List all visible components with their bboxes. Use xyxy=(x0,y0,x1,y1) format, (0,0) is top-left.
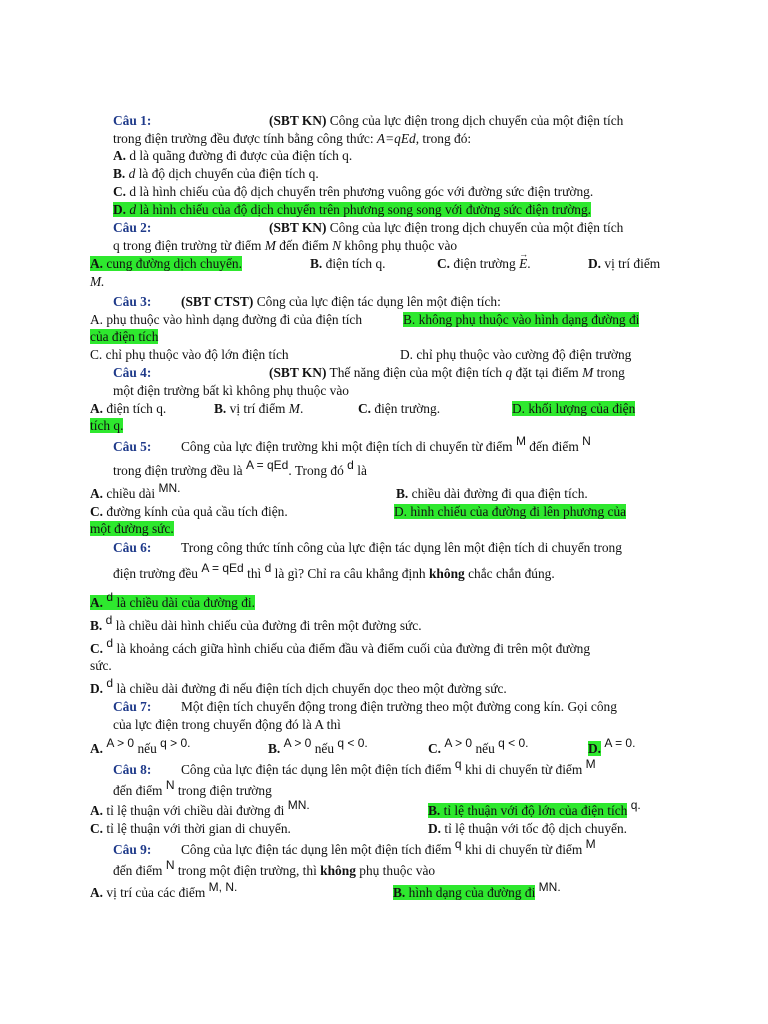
q2-b-text: điện tích q. xyxy=(325,256,386,271)
q2-option-d-cont xyxy=(90,273,105,290)
q9-stem-text2: khi di chuyển từ điểm xyxy=(464,842,583,857)
q8-c-text: tỉ lệ thuận với thời gian di chuyển. xyxy=(106,821,291,836)
q6-a-var: d xyxy=(106,590,114,604)
q2-c-var: → E xyxy=(519,255,527,272)
q4-option-d-cont xyxy=(90,417,123,434)
q5-stem-text4: . Trong đó xyxy=(288,463,344,478)
q8-stem-text1: Công của lực điện tác dụng lên một điện tích điểm xyxy=(181,762,452,777)
q6-c-var: d xyxy=(106,636,114,650)
q2-stem-text1: Công của lực điện trong dịch chuyển của một điện tích xyxy=(329,220,624,235)
q1-option-a xyxy=(113,147,352,164)
q5-stem-line1 xyxy=(181,434,591,456)
q3-option-c xyxy=(90,346,289,363)
q1-stem-line1 xyxy=(113,112,151,129)
q2-stem-line1 xyxy=(269,219,623,236)
q4-c-text: điện trường. xyxy=(374,401,441,416)
q9-option-b xyxy=(393,880,561,902)
q2-option-b xyxy=(310,255,386,272)
q7-c-label: C. xyxy=(428,741,442,756)
q5-b-text: chiều dài đường đi qua điện tích. xyxy=(411,486,588,501)
q5-a-label: A. xyxy=(90,486,104,501)
q9-b-var: MN. xyxy=(538,880,561,894)
q6-d-label: D. xyxy=(90,681,104,696)
q1-b-var: d xyxy=(128,166,136,181)
q5-var-n: N xyxy=(582,434,591,448)
q1-d-var: d xyxy=(129,202,137,217)
q7-b-mid: nếu xyxy=(314,741,335,756)
q5-option-d-cont xyxy=(90,520,174,537)
q2-number: Câu 2: xyxy=(113,220,152,235)
q9-header xyxy=(113,841,151,858)
q6-stem-text4: là gì? Chỉ ra câu khẳng định xyxy=(274,566,426,581)
q1-formula: A=qEd xyxy=(376,131,416,146)
q8-d-text: tỉ lệ thuận với tốc độ dịch chuyển. xyxy=(444,821,627,836)
q4-b-var: M xyxy=(288,401,300,416)
q7-a-cond1: A > 0 xyxy=(106,736,135,750)
q2-d-end: M. xyxy=(90,274,105,289)
q9-stem-text5: phụ thuộc vào xyxy=(359,863,436,878)
q6-stem-bold: không xyxy=(428,566,465,581)
q4-option-d xyxy=(512,400,635,417)
q4-header xyxy=(113,364,151,381)
q6-c-text2: sức. xyxy=(90,658,112,673)
q5-stem-line2 xyxy=(113,458,367,480)
q1-c-text: d là hình chiếu của độ dịch chuyển trên phương vuông góc với đường sức điện trường. xyxy=(129,184,594,199)
q7-stem-text1: Một điện tích chuyển động trong điện trường theo một đường cong kín. Gọi công xyxy=(181,699,617,714)
q8-stem-line1 xyxy=(181,757,596,779)
q6-d-text: là chiều dài đường đi nếu điện tích dịch chuyển dọc theo một đường sức. xyxy=(116,681,507,696)
q6-stem-text1: Trong công thức tính công của lực điện tác dụng lên một điện tích di chuyển trong xyxy=(181,540,622,555)
q3-b-text1: B. không phụ thuộc vào hình dạng đường đi xyxy=(403,312,640,327)
q8-stem-text4: trong điện trường xyxy=(177,783,272,798)
q4-stem-text2: đặt tại điểm xyxy=(515,365,579,380)
q1-stem-line1b xyxy=(269,112,623,129)
q9-var-m: M xyxy=(585,837,596,851)
q7-a-cond2: q > 0. xyxy=(160,736,191,750)
q9-a-var: M, N. xyxy=(208,880,238,894)
q9-stem-text4: trong một điện trường, thì xyxy=(177,863,317,878)
q6-stem-line2 xyxy=(113,561,555,583)
q2-c-end: . xyxy=(527,256,531,271)
q8-number: Câu 8: xyxy=(113,762,152,777)
q9-var-q: q xyxy=(454,837,462,851)
q2-option-a xyxy=(90,255,242,272)
q4-var-q: q xyxy=(505,365,513,380)
q5-number: Câu 5: xyxy=(113,439,152,454)
q4-c-label: C. xyxy=(358,401,372,416)
q9-var-n: N xyxy=(165,858,175,872)
q2-a-label: A. xyxy=(90,256,104,271)
q5-c-label: C. xyxy=(90,504,104,519)
q1-d-text: là hình chiếu của độ dịch chuyển trên phương song song với đường sức điện trường. xyxy=(139,202,592,217)
q9-a-label: A. xyxy=(90,885,104,900)
q8-stem-text2: khi di chuyển từ điểm xyxy=(464,762,583,777)
q6-option-c xyxy=(90,636,591,658)
q8-option-c xyxy=(90,820,291,837)
q3-stem-text-line xyxy=(181,293,501,310)
q4-stem-text1: Thế năng điện của một điện tích xyxy=(329,365,503,380)
q6-stem-line1 xyxy=(181,539,622,556)
q3-c-text: C. chỉ phụ thuộc vào độ lớn điện tích xyxy=(90,347,289,362)
q7-header xyxy=(113,698,151,715)
q5-d-text2: một đường sức. xyxy=(90,521,174,536)
q2-stem-line2 xyxy=(113,237,457,254)
q9-stem-line2 xyxy=(113,858,436,880)
q7-b-label: B. xyxy=(268,741,281,756)
q7-d-label: D. xyxy=(588,741,602,756)
q5-a-text: chiều dài xyxy=(106,486,156,501)
q9-stem-text1: Công của lực điện tác dụng lên một điện tích điểm xyxy=(181,842,452,857)
q3-option-d xyxy=(400,346,631,363)
q4-b-end: . xyxy=(299,401,304,416)
q6-header xyxy=(113,539,151,556)
q6-option-d xyxy=(90,676,507,698)
q2-header xyxy=(113,219,151,236)
q2-stem-text4: không phụ thuộc vào xyxy=(344,238,458,253)
q1-option-c xyxy=(113,183,593,200)
q4-a-text: điện tích q. xyxy=(106,401,167,416)
q8-option-b xyxy=(428,798,641,820)
q4-option-c xyxy=(358,400,440,417)
q6-b-label: B. xyxy=(90,618,103,633)
q2-d-label: D. xyxy=(588,256,602,271)
q7-b-cond2: q < 0. xyxy=(337,736,368,750)
q8-var-q: q xyxy=(454,757,462,771)
q3-d-text: D. chỉ phụ thuộc vào cường độ điện trường xyxy=(400,347,632,362)
q6-a-label: A. xyxy=(90,595,104,610)
q4-option-a xyxy=(90,400,166,417)
q5-var-d: d xyxy=(347,458,354,472)
q1-b-text: là độ dịch chuyển của điện tích q. xyxy=(138,166,319,181)
q9-a-text: vị trí của các điểm xyxy=(106,885,206,900)
q5-a-var: MN. xyxy=(158,481,181,495)
q2-a-text: cung đường dịch chuyển. xyxy=(106,256,242,271)
q6-option-b xyxy=(90,613,422,635)
q8-d-label: D. xyxy=(428,821,442,836)
q8-a-text: tỉ lệ thuận với chiều dài đường đi xyxy=(106,803,285,818)
q4-d-text1: D. khối lượng của điện xyxy=(512,401,636,416)
q7-option-c xyxy=(428,736,529,758)
q3-b-text2: của điện tích xyxy=(90,329,159,344)
q7-stem-line2 xyxy=(113,716,341,733)
q4-b-label: B. xyxy=(214,401,227,416)
q1-option-d xyxy=(113,201,591,218)
q6-stem-text2: điện trường đều xyxy=(113,566,198,581)
q7-option-d xyxy=(588,736,636,758)
q3-a-text: A. phụ thuộc vào hình dạng đường đi của điện tích xyxy=(90,312,363,327)
q4-source: (SBT KN) xyxy=(269,365,327,380)
q4-d-text2: tích q. xyxy=(90,418,124,433)
q2-var-n: N xyxy=(332,238,342,253)
q7-number: Câu 7: xyxy=(113,699,152,714)
q8-a-label: A. xyxy=(90,803,104,818)
q9-b-text: hình dạng của đường đi xyxy=(408,885,536,900)
q6-formula: A = qEd xyxy=(201,561,244,575)
q1-d-label: D. xyxy=(113,202,127,217)
q5-b-label: B. xyxy=(396,486,409,501)
q9-stem-bold: không xyxy=(320,863,356,878)
q7-c-cond2: q < 0. xyxy=(498,736,529,750)
q3-option-b-cont xyxy=(90,328,158,345)
q2-c-label: C. xyxy=(437,256,451,271)
q5-option-c xyxy=(90,503,288,520)
q8-header xyxy=(113,761,151,778)
q8-b-text: tỉ lệ thuận với độ lớn của điện tích xyxy=(443,803,628,818)
q3-stem xyxy=(113,293,151,310)
q7-a-mid: nếu xyxy=(137,741,157,756)
q7-stem-text2: của lực điện trong chuyển động đó là A thì xyxy=(113,717,341,732)
q7-b-cond1: A > 0 xyxy=(283,736,312,750)
q4-a-label: A. xyxy=(90,401,104,416)
q6-option-c-cont xyxy=(90,657,112,674)
q6-number: Câu 6: xyxy=(113,540,152,555)
q2-d-text: vị trí điểm xyxy=(604,256,661,271)
q4-stem-text4: một điện trường bất kì không phụ thuộc vào xyxy=(113,383,349,398)
q5-stem-text5: là xyxy=(357,463,367,478)
q8-b-label: B. xyxy=(428,803,441,818)
q1-stem-line2 xyxy=(113,130,471,147)
q5-header xyxy=(113,438,151,455)
q9-number: Câu 9: xyxy=(113,842,152,857)
q5-stem-text3: trong điện trường đều là xyxy=(113,463,243,478)
q1-number: Câu 1: xyxy=(113,113,152,128)
q7-c-cond1: A > 0 xyxy=(444,736,473,750)
q4-b-text: vị trí điểm xyxy=(229,401,286,416)
q8-c-label: C. xyxy=(90,821,104,836)
q6-d-var: d xyxy=(106,676,114,690)
q6-option-a xyxy=(90,590,255,612)
q7-d-cond: A = 0. xyxy=(604,736,636,750)
q5-option-a xyxy=(90,481,181,503)
q4-var-m: M xyxy=(582,365,594,380)
q5-stem-text2: đến điểm xyxy=(529,439,579,454)
q2-var-m: M xyxy=(264,238,276,253)
q6-b-var: d xyxy=(105,613,113,627)
q5-option-d xyxy=(394,503,626,520)
q2-b-label: B. xyxy=(310,256,323,271)
q5-c-text: đường kính của quả cầu tích điện. xyxy=(106,504,288,519)
q4-stem-text3: trong xyxy=(596,365,625,380)
q3-option-b xyxy=(403,311,639,328)
q7-a-label: A. xyxy=(90,741,104,756)
q4-stem-line2 xyxy=(113,382,349,399)
q6-var-d: d xyxy=(264,561,272,575)
q4-number: Câu 4: xyxy=(113,365,152,380)
q3-option-a xyxy=(90,311,362,328)
q8-var-m: M xyxy=(585,757,596,771)
q3-stem-text: Công của lực điện tác dụng lên một điện tích: xyxy=(256,294,501,309)
q8-option-d xyxy=(428,820,627,837)
q6-b-text: là chiều dài hình chiếu của đường đi trên một đường sức. xyxy=(115,618,422,633)
q1-source: (SBT KN) xyxy=(269,113,327,128)
q9-b-label: B. xyxy=(393,885,406,900)
q9-option-a xyxy=(90,880,238,902)
q8-var-n: N xyxy=(165,778,175,792)
q1-a-label: A. xyxy=(113,148,127,163)
q1-stem-text1: Công của lực điện trong dịch chuyển của một điện tích xyxy=(329,113,624,128)
q5-d-text1: D. hình chiếu của đường đi lên phương của xyxy=(394,504,627,519)
q1-c-label: C. xyxy=(113,184,127,199)
q6-stem-text5: chắc chắn đúng. xyxy=(468,566,555,581)
q7-c-mid: nếu xyxy=(475,741,495,756)
q6-c-text1: là khoảng cách giữa hình chiếu của điểm đầu và điểm cuối của đường đi trên một đường xyxy=(116,641,591,656)
q1-stem-text2: trong điện trường đều được tính bằng công thức: xyxy=(113,131,374,146)
q3-number: Câu 3: xyxy=(113,294,152,309)
q2-option-d xyxy=(588,255,660,272)
q8-option-a xyxy=(90,798,310,820)
q6-c-label: C. xyxy=(90,641,104,656)
q5-stem-text1: Công của lực điện trường khi một điện tích di chuyển từ điểm xyxy=(181,439,513,454)
q2-stem-text3: đến điểm xyxy=(279,238,329,253)
q6-stem-text3: thì xyxy=(247,566,262,581)
q1-a-text: d là quãng đường đi được của điện tích q. xyxy=(129,148,353,163)
q8-a-var: MN. xyxy=(287,798,310,812)
q5-option-b xyxy=(396,485,588,502)
q5-var-m: M xyxy=(515,434,526,448)
q6-a-text: là chiều dài của đường đi. xyxy=(116,595,255,610)
q8-b-var: q. xyxy=(630,798,641,812)
q2-source: (SBT KN) xyxy=(269,220,327,235)
q1-b-label: B. xyxy=(113,166,126,181)
q2-option-c xyxy=(437,255,531,272)
q9-stem-text3: đến điểm xyxy=(113,863,163,878)
q2-c-text: điện trường xyxy=(453,256,516,271)
q4-stem-line1 xyxy=(269,364,625,381)
q4-option-b xyxy=(214,400,303,417)
q7-option-a xyxy=(90,736,191,758)
q8-stem-text3: đến điểm xyxy=(113,783,163,798)
q9-stem-line1 xyxy=(181,837,596,859)
q1-stem-text3: , trong đó: xyxy=(415,131,472,146)
q8-stem-line2 xyxy=(113,778,272,800)
q7-option-b xyxy=(268,736,368,758)
q1-option-b xyxy=(113,165,319,182)
q5-formula: A = qEd xyxy=(245,458,289,472)
q2-stem-text2: q trong điện trường từ điểm xyxy=(113,238,262,253)
q7-stem-line1 xyxy=(181,698,617,715)
q3-source: (SBT CTST) xyxy=(181,294,254,309)
